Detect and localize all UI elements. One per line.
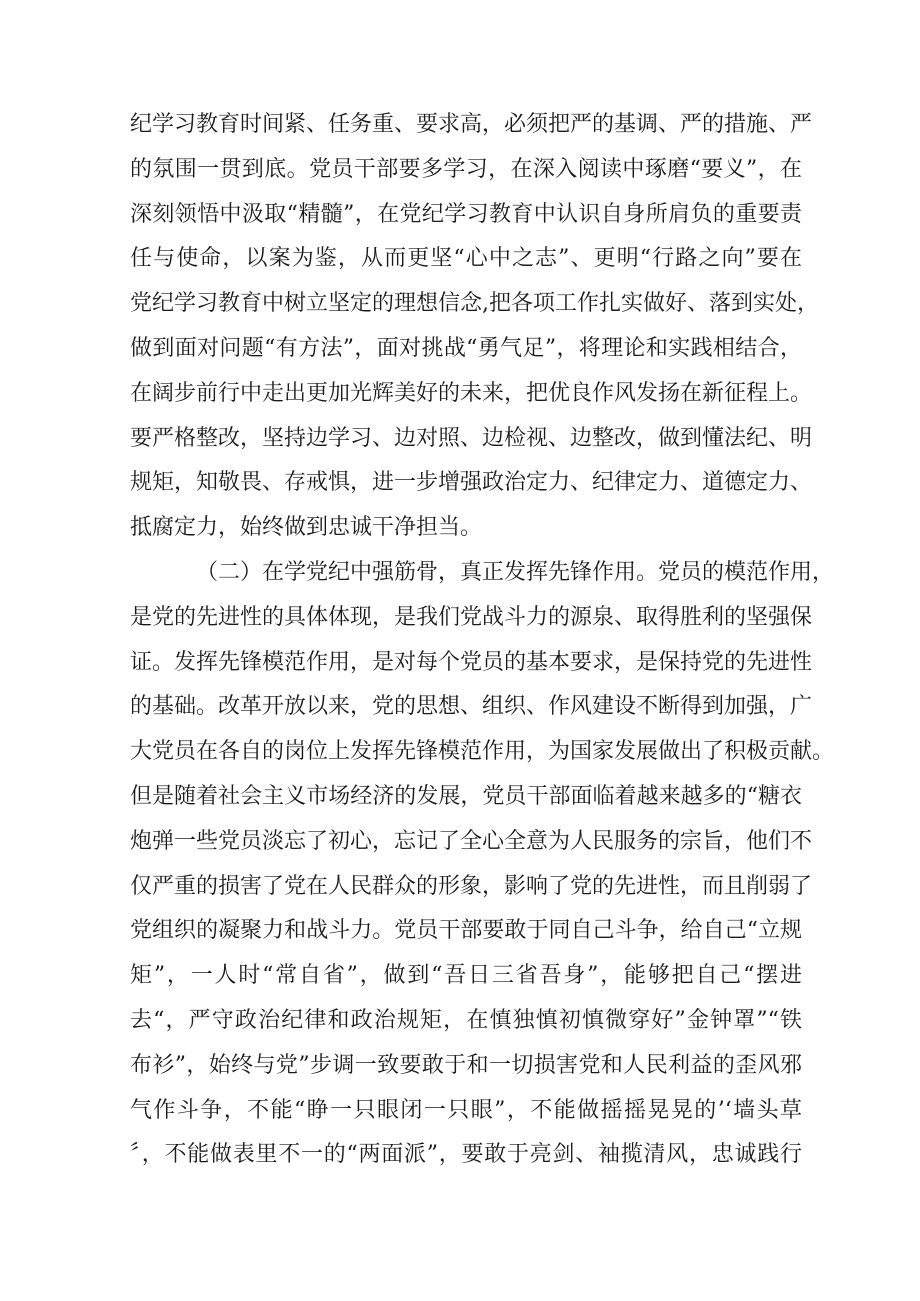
document-body (130, 103, 835, 1178)
line-text: 去“，严守政治纪律和政治规矩，在慎独慎初慎微穿好”金钟罩”“铁 (130, 1007, 802, 1033)
line-text: （二）在学党纪中强筋骨，真正发挥先锋作用。党员的模范作用， (196, 559, 835, 585)
text-line (130, 641, 813, 686)
text-line (130, 999, 802, 1044)
text-line (130, 730, 835, 775)
text-line (130, 506, 802, 551)
text-line (130, 865, 813, 910)
text-line (130, 596, 813, 641)
text-line (130, 1133, 802, 1178)
text-line (130, 148, 802, 193)
text-line (130, 551, 835, 596)
line-text: 任与使命，以案为鉴，从而更坚“心中之志”、更明“行路之向”要在 (130, 246, 802, 272)
line-text: 的基础。改革开放以来，党的思想、组织、作风建设不断得到加强，广 (130, 694, 813, 720)
line-text: 做到面对问题“有方法”，面对挑战“勇气足”，将理论和实践相结合， (130, 335, 802, 361)
text-line (130, 193, 802, 238)
text-line (130, 327, 802, 372)
line-text: 〞，不能做表里不一的“两面派”，要敢于亮剑、袖揽清风，忠诚践行 (130, 1142, 802, 1168)
line-text: 证。发挥先锋模范作用，是对每个党员的基本要求，是保持党的先进性 (130, 649, 813, 675)
text-line (130, 775, 802, 820)
text-line (130, 909, 802, 954)
line-text: 是党的先进性的具体体现，是我们党战斗力的源泉、取得胜利的坚强保 (130, 604, 813, 630)
line-text: 仅严重的损害了党在人民群众的形象，影响了党的先进性，而且削弱了 (130, 873, 813, 899)
line-text: 要严格整改，坚持边学习、边对照、边检视、边整改，做到懂法纪、明 (130, 425, 813, 451)
line-text: 规矩，知敬畏、存戒惧，进一步增强政治定力、纪律定力、道德定力、 (130, 470, 813, 496)
line-text: 炮弹一些党员淡忘了初心，忘记了全心全意为人民服务的宗旨，他们不 (130, 828, 813, 854)
line-text: 布衫”，始终与党”步调一致要敢于和一切损害党和人民利益的歪风邪 (130, 1052, 802, 1078)
line-text: 纪学习教育时间紧、任务重、要求高，必须把严的基调、严的措施、严 (130, 112, 813, 137)
line-text: 抵腐定力，始终做到忠诚干净担当。 (130, 515, 483, 541)
text-line (130, 820, 813, 865)
text-line (130, 954, 802, 999)
line-text: 党组织的凝聚力和战斗力。党员干部要敢于同自己斗争，给自己“立规 (130, 918, 802, 944)
text-line (130, 372, 813, 417)
line-text: 党纪学习教育中树立坚定的理想信念,把各项工作扎实做好、落到实处， (130, 291, 819, 317)
text-line (130, 685, 813, 730)
text-line (130, 237, 802, 282)
text-line (130, 461, 813, 506)
line-text: 大党员在各自的岗位上发挥先锋模范作用，为国家发展做出了积极贡献。 (130, 739, 835, 765)
text-line (130, 417, 813, 462)
text-line (130, 103, 813, 148)
line-text: 但是随着社会主义市场经济的发展，党员干部面临着越来越多的“糖衣 (130, 783, 802, 809)
text-line (130, 1089, 802, 1134)
text-line (130, 1044, 802, 1089)
line-text: 的氛围一贯到底。党员干部要多学习，在深入阅读中琢磨“要义”，在 (130, 156, 802, 182)
line-text: 矩”，一人时“常自省”，做到“吾日三省吾身”，能够把自己“摆进 (130, 963, 802, 989)
text-line (130, 282, 819, 327)
line-text: 深刻领悟中汲取“精髓”，在党纪学习教育中认识自身所肩负的重要责 (130, 201, 802, 227)
line-text: 在阔步前行中走出更加光辉美好的未来，把优良作风发扬在新征程上。 (130, 380, 813, 406)
line-text: 气作斗争，不能“睁一只眼闭一只眼”，不能做摇摇晃晃的’‘墙头草 (130, 1097, 802, 1123)
